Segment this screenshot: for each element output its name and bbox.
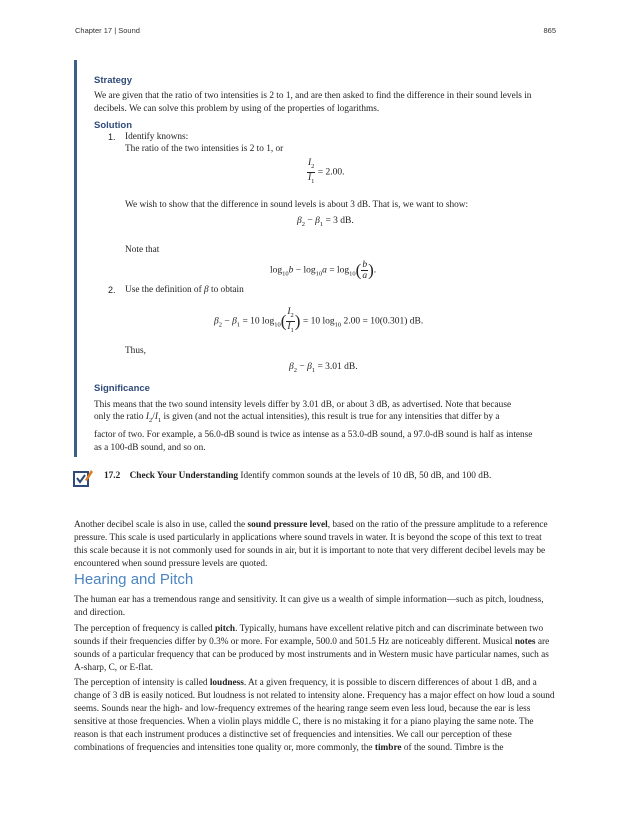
example-box-rule bbox=[74, 60, 559, 457]
step-2-number: 2. bbox=[108, 285, 116, 295]
equation-log-property: $\log_{10}b - \log_{10}a = \log_{10}$( $\frac{b}{a}$ ). bbox=[270, 260, 377, 281]
solution-heading: Solution bbox=[94, 120, 132, 131]
significance-line-1: This means that the two sound intensity levels differ by 3.01 dB, or about 3 dB, as advertised. Note that because bbox=[94, 400, 512, 410]
equation-result: $\beta_2 - \beta_1 = 3.01$ dB. bbox=[289, 362, 358, 374]
paragraph-loudness: The perception of intensity is called loudness. At a given frequency, it is possible to discern differences of about 1 dB, and a change of 3 dB is easily noticed. But loudness is not related to intensity alone. Frequency has a major effect on how loud a sound seems. Sounds near the high- and low-frequency extremes of the hearing range seem even less loud, because the ear is less sensitive at those frequencies. When a violin plays middle C, there is no mistaking it for a piano playing the same note. The reason is that each instrument produces a distinctive set of frequencies and intensities. We call our perception of these combinations of frequencies and intensities tone quality or, more commonly, the timbre of the sound. Timbre is the bbox=[74, 678, 555, 753]
thus-text: Thus, bbox=[125, 346, 146, 356]
strategy-heading: Strategy bbox=[94, 75, 133, 86]
note-text: Note that bbox=[125, 245, 160, 255]
check-number: 17.2 bbox=[104, 471, 121, 481]
equation-target: $\beta_2 - \beta_1 = 3$ dB. bbox=[297, 216, 354, 228]
wish-text: We wish to show that the difference in sound levels is about 3 dB. That is, we want to show: bbox=[125, 200, 469, 210]
page-number: 865 bbox=[543, 26, 556, 35]
step-2-text: Use the definition of β to obtain bbox=[125, 285, 244, 295]
checkbox-pencil-icon bbox=[73, 468, 93, 488]
section-title: Hearing and Pitch bbox=[74, 571, 194, 588]
step-1-title: Identify knowns: bbox=[125, 132, 189, 142]
significance-line-2: only the ratio $I_2/I_1$ is given (and not the actual intensities), this result is true for any intensities that differ by a bbox=[94, 412, 500, 424]
step-1-text: The ratio of the two intensities is 2 to 1, or bbox=[125, 144, 284, 154]
check-title: Check Your Understanding bbox=[129, 471, 239, 481]
paragraph-sound-pressure: Another decibel scale is also in use, called the sound pressure level, based on the ratio of the pressure amplitude to a reference pressure. This scale is used particularly in applications where sound travels in water. It is beyond the scope of this text to treat this scale because it is not commonly used for sounds in air, but it is important to note that very different decibel levels may be encountered when sound pressure levels are quoted. bbox=[74, 520, 548, 569]
running-header-chapter: Chapter 17 | Sound bbox=[75, 26, 140, 35]
equation-difference: $\beta_2 - \beta_1 = 10$ $\log_{10}$( $\frac{I_2}{I_1}$ ) = 10 $\log_{10} 2.00 = 10(0.301)$ dB. bbox=[214, 307, 424, 334]
check-text: Identify common sounds at the levels of 10 dB, 50 dB, and 100 dB. bbox=[240, 471, 492, 481]
strategy-text: We are given that the ratio of two intensities is 2 to 1, and are then asked to find the difference in their sound levels in decibels. We can solve this problem by using of the properties of logarithms. bbox=[94, 91, 532, 114]
equation-intensity-ratio: $\frac{I_2}{I_1}$ = 2.00. bbox=[308, 158, 345, 185]
check-your-understanding bbox=[104, 470, 491, 483]
significance-line-3: factor of two. For example, a 56.0-dB sound is twice as intense as a 53.0-dB sound, a 97.0-dB sound is half as intense as a 100-dB sound, and so on. bbox=[94, 430, 533, 453]
paragraph-pitch: The perception of frequency is called pitch. Typically, humans have excellent relative pitch and can discriminate between two sounds if their frequencies differ by 0.3% or more. For example, 500.0 and 501.5 Hz are noticeably different. Musical notes are sounds of a particular frequency that can be produced by most instruments and in Western music have particular names, such as A-sharp, C, or E-flat. bbox=[74, 624, 550, 673]
step-1-number: 1. bbox=[108, 132, 116, 142]
significance-heading: Significance bbox=[94, 383, 150, 394]
paragraph-ear-range: The human ear has a tremendous range and sensitivity. It can give us a wealth of simple information—such as pitch, loudness, and direction. bbox=[74, 595, 544, 618]
